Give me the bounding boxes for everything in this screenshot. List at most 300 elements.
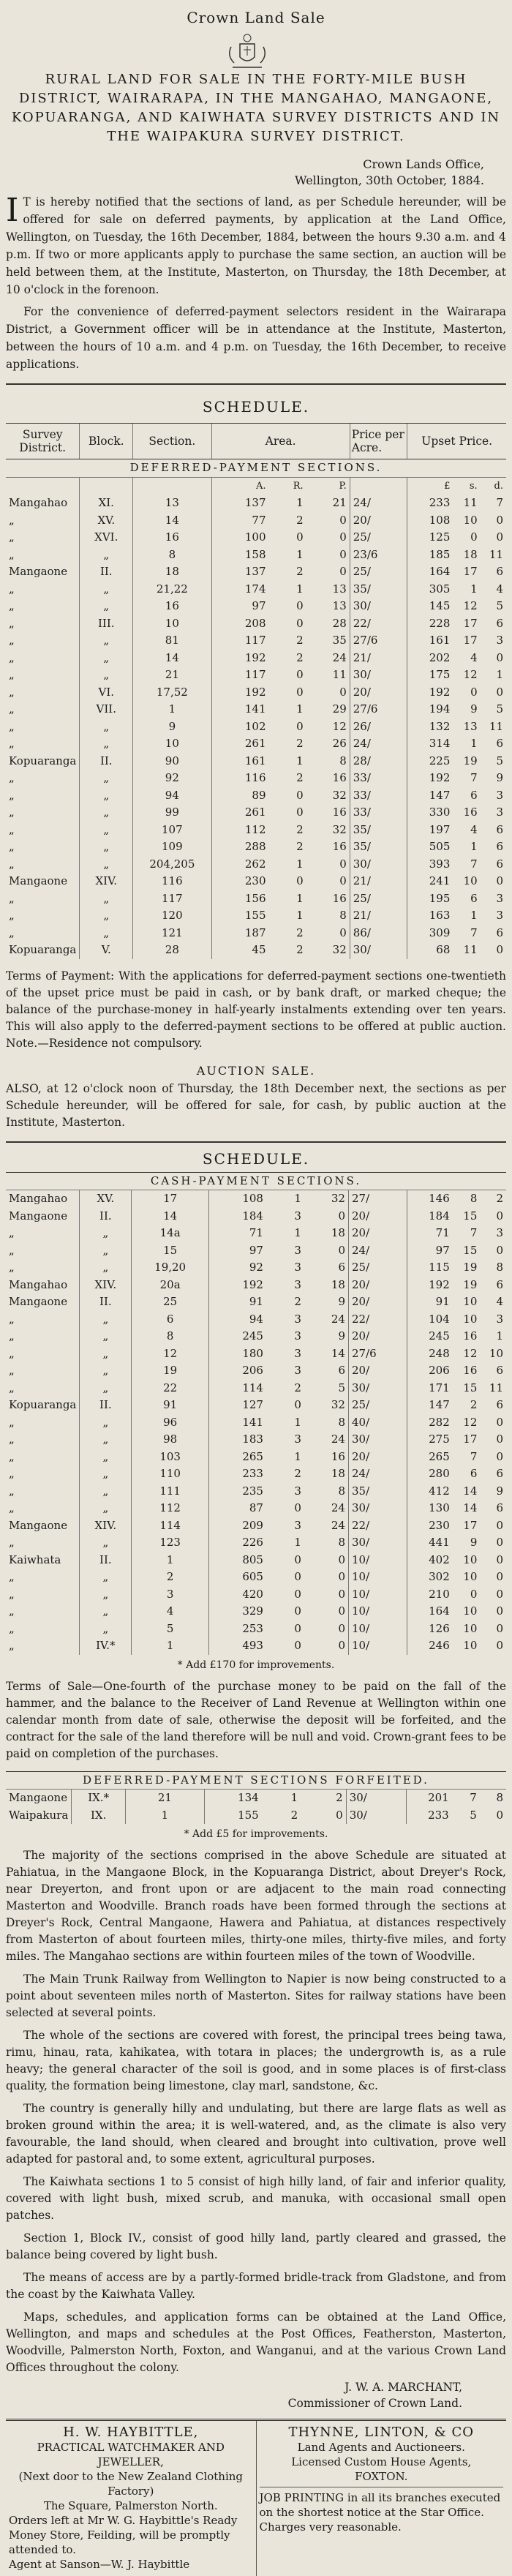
cell-area: 230 0 0 xyxy=(211,873,350,890)
thynne-line: Licensed Custom House Agents, xyxy=(291,2455,472,2468)
cell-upset-price: 233 5 0 xyxy=(406,1807,506,1825)
cell-section: 14 xyxy=(133,512,211,530)
table-row xyxy=(6,1586,506,1604)
cell-upset-price: 185 18 11 xyxy=(407,547,506,564)
cell-district: Mangahao xyxy=(9,1192,68,1205)
table-row xyxy=(6,1380,506,1397)
cell-block: „ xyxy=(80,1569,132,1586)
cell-upset-price: 147 2 6 xyxy=(407,1397,506,1414)
cell-upset-price: 192 0 0 xyxy=(407,684,506,702)
cell-upset-price: 275 17 0 xyxy=(407,1431,506,1449)
cell-upset-price: 161 17 3 xyxy=(407,632,506,650)
cell-section: 4 xyxy=(132,1603,209,1621)
cell-upset-price: 230 17 0 xyxy=(407,1517,506,1535)
table-row xyxy=(6,666,506,684)
cell-area: 100 0 0 xyxy=(211,529,350,547)
table-row xyxy=(6,529,506,547)
cell-area: 97 3 0 xyxy=(208,1242,348,1260)
cell-upset-price: 195 6 3 xyxy=(407,890,506,908)
units-row: A. R. P. £ s. d. xyxy=(6,477,506,495)
cell-price: 35/ xyxy=(350,838,407,856)
cell-section: 9 xyxy=(133,718,211,736)
intro-paragraph-2: For the convenience of deferred-payment selectors resident in the Wairarapa District, a Government officer will be in attendance at the Institute, Masterton, between the hours of 10 a.m. and 4 p.m. on Tuesday, the 16th December, to receive applications. xyxy=(6,305,506,371)
cell-price: 21/ xyxy=(350,650,407,667)
cell-price: 30/ xyxy=(350,856,407,874)
cell-block: „ xyxy=(80,1242,132,1260)
cell-district: „ xyxy=(9,668,15,681)
cell-area: 155 1 8 xyxy=(211,907,350,925)
cell-section: 8 xyxy=(133,547,211,564)
col-price: Price per Acre. xyxy=(350,424,407,459)
cell-upset-price: 280 6 6 xyxy=(407,1465,506,1483)
cell-district: „ xyxy=(9,530,15,544)
cell-district: „ xyxy=(9,1346,15,1360)
cell-area: 262 1 0 xyxy=(211,856,350,874)
cell-section: 21,22 xyxy=(133,581,211,598)
description-paragraphs xyxy=(6,1847,506,2376)
cell-district: „ xyxy=(9,857,15,871)
haybittle-line: (Next door to the New Zealand Clothing Factory) xyxy=(18,2470,244,2498)
cell-price: 30/ xyxy=(346,1807,406,1825)
cell-price: 22/ xyxy=(348,1517,407,1535)
table-row xyxy=(6,753,506,770)
cell-district: „ xyxy=(9,1467,15,1480)
cell-section: 109 xyxy=(133,838,211,856)
cell-district: „ xyxy=(9,909,15,922)
cell-area: 87 0 24 xyxy=(208,1500,348,1517)
terms-of-sale: Terms of Sale—One-fourth of the purchase money to be paid on the fall of the hammer, and the balance to the Receiver of Land Revenue at Wellington within one calendar month from date of sale, otherwise the deposit will be forfeited, and the contract for the sale of the land therefore will be null and void. Crown-grant fees to be paid on completion of the purchases. xyxy=(6,1679,506,1760)
cell-block: „ xyxy=(80,770,133,787)
cell-area: 45 2 32 xyxy=(211,942,350,959)
signature-title: Commissioner of Crown Land. xyxy=(287,2397,462,2410)
cell-area: 805 0 0 xyxy=(208,1552,348,1569)
forfeited-subhead: DEFERRED-PAYMENT SECTIONS FORFEITED. xyxy=(6,1771,506,1790)
cell-section: 99 xyxy=(133,804,211,822)
body-paragraph: The means of access are by a partly-formed bridle-track from Gladstone, and from the coast by the Kaiwhata Valley. xyxy=(6,2271,506,2301)
cell-price: 35/ xyxy=(350,581,407,598)
cell-upset-price: 402 10 0 xyxy=(407,1552,506,1569)
thynne-ad xyxy=(256,2421,507,2576)
cell-section: 14 xyxy=(133,650,211,667)
col-block: Block. xyxy=(80,424,133,459)
table-row xyxy=(6,718,506,736)
cell-district: „ xyxy=(9,685,15,699)
cell-price: 20/ xyxy=(348,1225,407,1242)
cell-price: 27/6 xyxy=(348,1345,407,1363)
cell-district: „ xyxy=(9,650,15,664)
table-row xyxy=(6,1637,506,1655)
cell-section: 17,52 xyxy=(133,684,211,702)
cell-section: 1 xyxy=(126,1807,205,1825)
cell-block: „ xyxy=(80,890,133,908)
divider xyxy=(6,1141,506,1143)
cell-price: 23/6 xyxy=(350,547,407,564)
cell-section: 123 xyxy=(132,1534,209,1552)
table-row xyxy=(6,787,506,805)
cell-upset-price: 309 7 6 xyxy=(407,925,506,942)
cell-district: „ xyxy=(9,925,15,939)
cell-section: 8 xyxy=(132,1328,209,1345)
cell-section: 21 xyxy=(133,666,211,684)
cell-price: 24/ xyxy=(348,1242,407,1260)
table-row xyxy=(6,701,506,718)
cell-block: „ xyxy=(80,666,133,684)
cell-upset-price: 130 14 6 xyxy=(407,1500,506,1517)
cell-upset-price: 125 0 0 xyxy=(407,529,506,547)
cell-price: 27/ xyxy=(348,1190,407,1208)
cell-price: 25/ xyxy=(350,563,407,581)
thynne-line: FOXTON. xyxy=(355,2470,408,2483)
cell-section: 20a xyxy=(132,1277,209,1294)
cell-area: 206 3 6 xyxy=(208,1362,348,1380)
table-row xyxy=(6,770,506,787)
cell-district: „ xyxy=(9,737,15,750)
cell-section: 110 xyxy=(132,1465,209,1483)
cell-upset-price: 126 10 0 xyxy=(407,1621,506,1638)
table-row xyxy=(6,873,506,890)
cell-price: 20/ xyxy=(348,1277,407,1294)
cell-district: „ xyxy=(9,1312,15,1326)
cell-district: „ xyxy=(9,1415,15,1429)
cell-block: „ xyxy=(80,1621,132,1638)
cell-area: 174 1 13 xyxy=(211,581,350,598)
table-row xyxy=(6,1500,506,1517)
cell-area: 137 1 21 xyxy=(211,495,350,512)
cell-district: „ xyxy=(9,547,15,561)
cell-upset-price: 171 15 11 xyxy=(407,1380,506,1397)
cell-block: „ xyxy=(80,838,133,856)
cell-district: Kaiwhata xyxy=(9,1552,61,1566)
body-paragraph: Maps, schedules, and application forms can be obtained at the Land Office, Wellington, and maps and schedules at the Post Offices, Featherston, Masterton, Woodville, Palmerston North, Foxton, and Wanganui, and at the various Crown Land Offices throughout the colony. xyxy=(6,2310,506,2374)
table-row xyxy=(6,1208,506,1225)
cell-block: „ xyxy=(80,804,133,822)
cell-section: 2 xyxy=(132,1569,209,1586)
cell-section: 1 xyxy=(133,701,211,718)
cell-section: 96 xyxy=(132,1414,209,1432)
cell-district: „ xyxy=(9,1381,15,1394)
cell-upset-price: 164 17 6 xyxy=(407,563,506,581)
cell-area: 192 3 18 xyxy=(208,1277,348,1294)
cell-block: II. xyxy=(80,1397,132,1414)
cell-price: 33/ xyxy=(350,770,407,787)
cell-area: 235 3 8 xyxy=(208,1483,348,1501)
table-row xyxy=(6,804,506,822)
cell-section: 16 xyxy=(133,529,211,547)
cell-price: 25/ xyxy=(348,1259,407,1277)
cell-area: 77 2 0 xyxy=(211,512,350,530)
cell-price: 20/ xyxy=(348,1328,407,1345)
cell-area: 288 2 16 xyxy=(211,838,350,856)
cell-block: „ xyxy=(80,735,133,753)
cell-upset-price: 145 12 5 xyxy=(407,598,506,615)
cell-price: 21/ xyxy=(350,907,407,925)
cell-block: IX.* xyxy=(72,1790,126,1807)
cell-area: 89 0 32 xyxy=(211,787,350,805)
cell-upset-price: 241 10 0 xyxy=(407,873,506,890)
cell-upset-price: 108 10 0 xyxy=(407,512,506,530)
cell-section: 121 xyxy=(133,925,211,942)
cell-block: „ xyxy=(80,1380,132,1397)
cell-block: XV. xyxy=(80,1190,132,1208)
cell-block: XV. xyxy=(80,512,133,530)
cell-price: 10/ xyxy=(348,1621,407,1638)
cell-upset-price: 197 4 6 xyxy=(407,822,506,839)
cell-district: „ xyxy=(9,702,15,716)
cell-section: 13 xyxy=(133,495,211,512)
haybittle-ad xyxy=(6,2421,256,2576)
cell-price: 86/ xyxy=(350,925,407,942)
forfeited-table xyxy=(6,1771,506,1825)
cell-upset-price: 71 7 3 xyxy=(407,1225,506,1242)
cell-upset-price: 202 4 0 xyxy=(407,650,506,667)
cell-area: 134 1 2 xyxy=(204,1790,346,1807)
cell-price: 33/ xyxy=(350,804,407,822)
table-row xyxy=(6,1328,506,1345)
cell-district: Mangaone xyxy=(9,565,68,578)
schedule2-heading: SCHEDULE. xyxy=(202,1149,310,1168)
intro-text: T is hereby notified that the sections of land, as per Schedule hereunder, will be offered for sale on deferred payments, by application at the Land Office, Wellington, on Tuesday, the 16th December, 1884, between the hours 9.30 a.m. and 4 p.m. If two or more applicants apply to purchase the same section, an auction will be held between them, at the Institute, Masterton, on Thursday, the 18th December, at 10 o'clock in the forenoon. xyxy=(6,195,506,296)
table-row xyxy=(6,581,506,598)
table-row xyxy=(6,1517,506,1535)
cell-price: 10/ xyxy=(348,1586,407,1604)
haybittle-line: Agent at Sanson—W. J. Haybittle xyxy=(9,2558,190,2571)
cell-block: „ xyxy=(80,718,133,736)
cell-upset-price: 206 16 6 xyxy=(407,1362,506,1380)
cell-price: 25/ xyxy=(350,890,407,908)
cell-price: 22/ xyxy=(348,1311,407,1329)
ad-heading: Crown Land Sale xyxy=(187,9,325,26)
cell-block: II. xyxy=(80,1293,132,1311)
table-row xyxy=(6,563,506,581)
cell-price: 10/ xyxy=(348,1552,407,1569)
cell-area: 192 2 24 xyxy=(211,650,350,667)
cell-area: 102 0 12 xyxy=(211,718,350,736)
body-paragraph: The majority of the sections comprised in the above Schedule are situated at Pahiatua, in the Mangaone Block, in the Kopuaranga District, about Dreyer's Rock, near Dreyerton, and front upon or are adjacent to the main road connecting Masterton and Woodville. Branch roads have been formed through the sections at Dreyer's Rock, Central Mangaone, Hawera and Pahiatua, at distances respectively from Masterton of about fourteen miles, thirty-one miles, thirty-five miles, and forty miles. The Mangahao sections are within fourteen miles of the town of Woodville. xyxy=(6,1849,506,1963)
cell-upset-price: 245 16 1 xyxy=(407,1328,506,1345)
table-row xyxy=(6,856,506,874)
signature-block xyxy=(6,2379,506,2411)
cell-block: „ xyxy=(80,1311,132,1329)
cell-price: 22/ xyxy=(350,615,407,633)
cell-section: 94 xyxy=(133,787,211,805)
cell-district: Waipakura xyxy=(9,1808,69,1822)
cell-area: 127 0 32 xyxy=(208,1397,348,1414)
cell-section: 103 xyxy=(132,1449,209,1466)
table-row xyxy=(6,1311,506,1329)
drop-cap: I xyxy=(6,192,19,229)
table-row xyxy=(6,1621,506,1638)
cell-district: „ xyxy=(9,599,15,612)
cell-section: 117 xyxy=(133,890,211,908)
cell-district: „ xyxy=(9,1587,15,1601)
cell-area: 108 1 32 xyxy=(208,1190,348,1208)
cell-upset-price: 164 10 0 xyxy=(407,1603,506,1621)
cell-section: 98 xyxy=(132,1431,209,1449)
cell-section: 10 xyxy=(133,735,211,753)
cell-section: 28 xyxy=(133,942,211,959)
cell-district: „ xyxy=(9,891,15,905)
cell-price: 28/ xyxy=(350,753,407,770)
table-row xyxy=(6,1431,506,1449)
cell-district: Kopuaranga xyxy=(9,943,77,956)
cell-section: 22 xyxy=(132,1380,209,1397)
table-row xyxy=(6,598,506,615)
cell-upset-price: 228 17 6 xyxy=(407,615,506,633)
cell-section: 18 xyxy=(133,563,211,581)
cell-area: 261 2 26 xyxy=(211,735,350,753)
cell-area: 420 0 0 xyxy=(208,1586,348,1604)
col-district: Survey District. xyxy=(6,424,80,459)
cell-block: „ xyxy=(80,1362,132,1380)
cell-block: XIV. xyxy=(80,1277,132,1294)
table-row xyxy=(6,1790,506,1807)
cell-upset-price: 246 10 0 xyxy=(407,1637,506,1655)
cell-area: 114 2 5 xyxy=(208,1380,348,1397)
cell-section: 204,205 xyxy=(133,856,211,874)
cell-district: „ xyxy=(9,719,15,733)
cell-block: „ xyxy=(80,1483,132,1501)
table-row xyxy=(6,1293,506,1311)
cell-block: „ xyxy=(80,1603,132,1621)
table-row xyxy=(6,1569,506,1586)
cell-block: XIV. xyxy=(80,873,133,890)
cell-district: „ xyxy=(9,840,15,853)
cell-price: 24/ xyxy=(350,735,407,753)
table-row xyxy=(6,1242,506,1260)
cell-upset-price: 147 6 3 xyxy=(407,787,506,805)
cell-upset-price: 330 16 3 xyxy=(407,804,506,822)
table-row xyxy=(6,1225,506,1242)
cell-area: 71 1 18 xyxy=(208,1225,348,1242)
cell-upset-price: 175 12 1 xyxy=(407,666,506,684)
cell-block: XIV. xyxy=(80,1517,132,1535)
cell-area: 161 1 8 xyxy=(211,753,350,770)
table-row xyxy=(6,1277,506,1294)
cell-block: „ xyxy=(80,925,133,942)
haybittle-line: Orders left at Mr W. G. Haybittle's Ready Money Store, Feilding, will be promptly attended to. xyxy=(9,2514,238,2556)
auction-text: ALSO, at 12 o'clock noon of Thursday, the 18th December next, the sections as per Schedule hereunder, will be offered for sale, for cash, by public auction at the Institute, Masterton. xyxy=(6,1081,506,1129)
table-row xyxy=(6,615,506,633)
cell-area: 233 2 18 xyxy=(208,1465,348,1483)
body-paragraph: The Kaiwhata sections 1 to 5 consist of high hilly land, of fair and inferior quality, covered with light bush, mixed scrub, and manuka, with occasional small open patches. xyxy=(6,2175,506,2222)
cell-upset-price: 115 19 8 xyxy=(407,1259,506,1277)
cell-upset-price: 104 10 3 xyxy=(407,1311,506,1329)
table-row xyxy=(6,735,506,753)
cell-upset-price: 265 7 0 xyxy=(407,1449,506,1466)
cell-area: 155 2 0 xyxy=(204,1807,346,1825)
table-row xyxy=(6,942,506,959)
coat-of-arms-icon xyxy=(218,22,276,80)
cell-district: „ xyxy=(9,1484,15,1498)
schedule-heading: SCHEDULE. xyxy=(202,398,310,416)
cell-block: „ xyxy=(80,1431,132,1449)
cell-area: 192 0 0 xyxy=(211,684,350,702)
table-row xyxy=(6,1414,506,1432)
cell-district: Mangahao xyxy=(9,1277,68,1291)
cell-district: „ xyxy=(9,1501,15,1514)
cell-price: 24/ xyxy=(348,1465,407,1483)
cell-block: „ xyxy=(80,1586,132,1604)
table-row xyxy=(6,890,506,908)
table-row xyxy=(6,1190,506,1208)
cell-district: „ xyxy=(9,806,15,819)
cell-section: 120 xyxy=(133,907,211,925)
cell-price: 30/ xyxy=(348,1380,407,1397)
table-row xyxy=(6,1807,506,1825)
job-printing-notice: JOB PRINTING in all its branches executed on the shortest notice at the Star Office. Charges very reasonable. xyxy=(260,2487,504,2534)
cell-district: „ xyxy=(9,822,15,836)
cell-price: 10/ xyxy=(348,1603,407,1621)
cell-upset-price: 201 7 8 xyxy=(406,1790,506,1807)
cell-block: „ xyxy=(80,1465,132,1483)
cell-price: 26/ xyxy=(350,718,407,736)
cell-section: 19,20 xyxy=(132,1259,209,1277)
col-section: Section. xyxy=(133,424,211,459)
cell-district: „ xyxy=(9,634,15,647)
cell-district: Mangaone xyxy=(9,1791,68,1804)
cell-block: V. xyxy=(80,942,133,959)
cell-block: II. xyxy=(80,563,133,581)
cell-district: Mangaone xyxy=(9,1209,68,1223)
cell-district: „ xyxy=(9,1536,15,1549)
table-row xyxy=(6,1449,506,1466)
cell-price: 30/ xyxy=(348,1500,407,1517)
cell-area: 97 0 13 xyxy=(211,598,350,615)
cell-block: „ xyxy=(80,598,133,615)
cell-upset-price: 192 19 6 xyxy=(407,1277,506,1294)
cell-section: 91 xyxy=(132,1397,209,1414)
cell-area: 253 0 0 xyxy=(208,1621,348,1638)
cell-upset-price: 91 10 4 xyxy=(407,1293,506,1311)
cell-section: 12 xyxy=(132,1345,209,1363)
cell-district: Mangaone xyxy=(9,1518,68,1532)
cell-section: 114 xyxy=(132,1517,209,1535)
table-row xyxy=(6,1483,506,1501)
cell-area: 265 1 16 xyxy=(208,1449,348,1466)
table-row xyxy=(6,1534,506,1552)
cell-upset-price: 441 9 0 xyxy=(407,1534,506,1552)
cell-area: 141 1 8 xyxy=(208,1414,348,1432)
cell-block: „ xyxy=(80,1328,132,1345)
cell-upset-price: 192 7 9 xyxy=(407,770,506,787)
cell-section: 112 xyxy=(132,1500,209,1517)
cell-district: „ xyxy=(9,1570,15,1583)
cell-block: „ xyxy=(80,907,133,925)
cell-area: 141 1 29 xyxy=(211,701,350,718)
cell-block: II. xyxy=(80,1208,132,1225)
cash-subhead: CASH-PAYMENT SECTIONS. xyxy=(6,1172,506,1190)
table-row xyxy=(6,822,506,839)
cell-upset-price: 505 1 6 xyxy=(407,838,506,856)
cell-district: „ xyxy=(9,616,15,630)
newspaper-page xyxy=(6,0,506,2571)
cell-district: „ xyxy=(9,1604,15,1618)
office-dateline xyxy=(6,157,506,189)
haybittle-name: H. W. HAYBITTLE, xyxy=(63,2425,199,2440)
cell-district: Kopuaranga xyxy=(9,754,77,767)
cell-price: 25/ xyxy=(348,1397,407,1414)
thynne-line: Land Agents and Auctioneers. xyxy=(297,2441,465,2454)
office-date: Wellington, 30th October, 1884. xyxy=(295,173,484,187)
cell-price: 20/ xyxy=(348,1362,407,1380)
cell-block: VII. xyxy=(80,701,133,718)
cell-upset-price: 132 13 11 xyxy=(407,718,506,736)
col-area: Area. xyxy=(211,424,350,459)
table-row xyxy=(6,512,506,530)
cell-block: XI. xyxy=(80,495,133,512)
cell-area: 208 0 28 xyxy=(211,615,350,633)
table-row xyxy=(6,1362,506,1380)
